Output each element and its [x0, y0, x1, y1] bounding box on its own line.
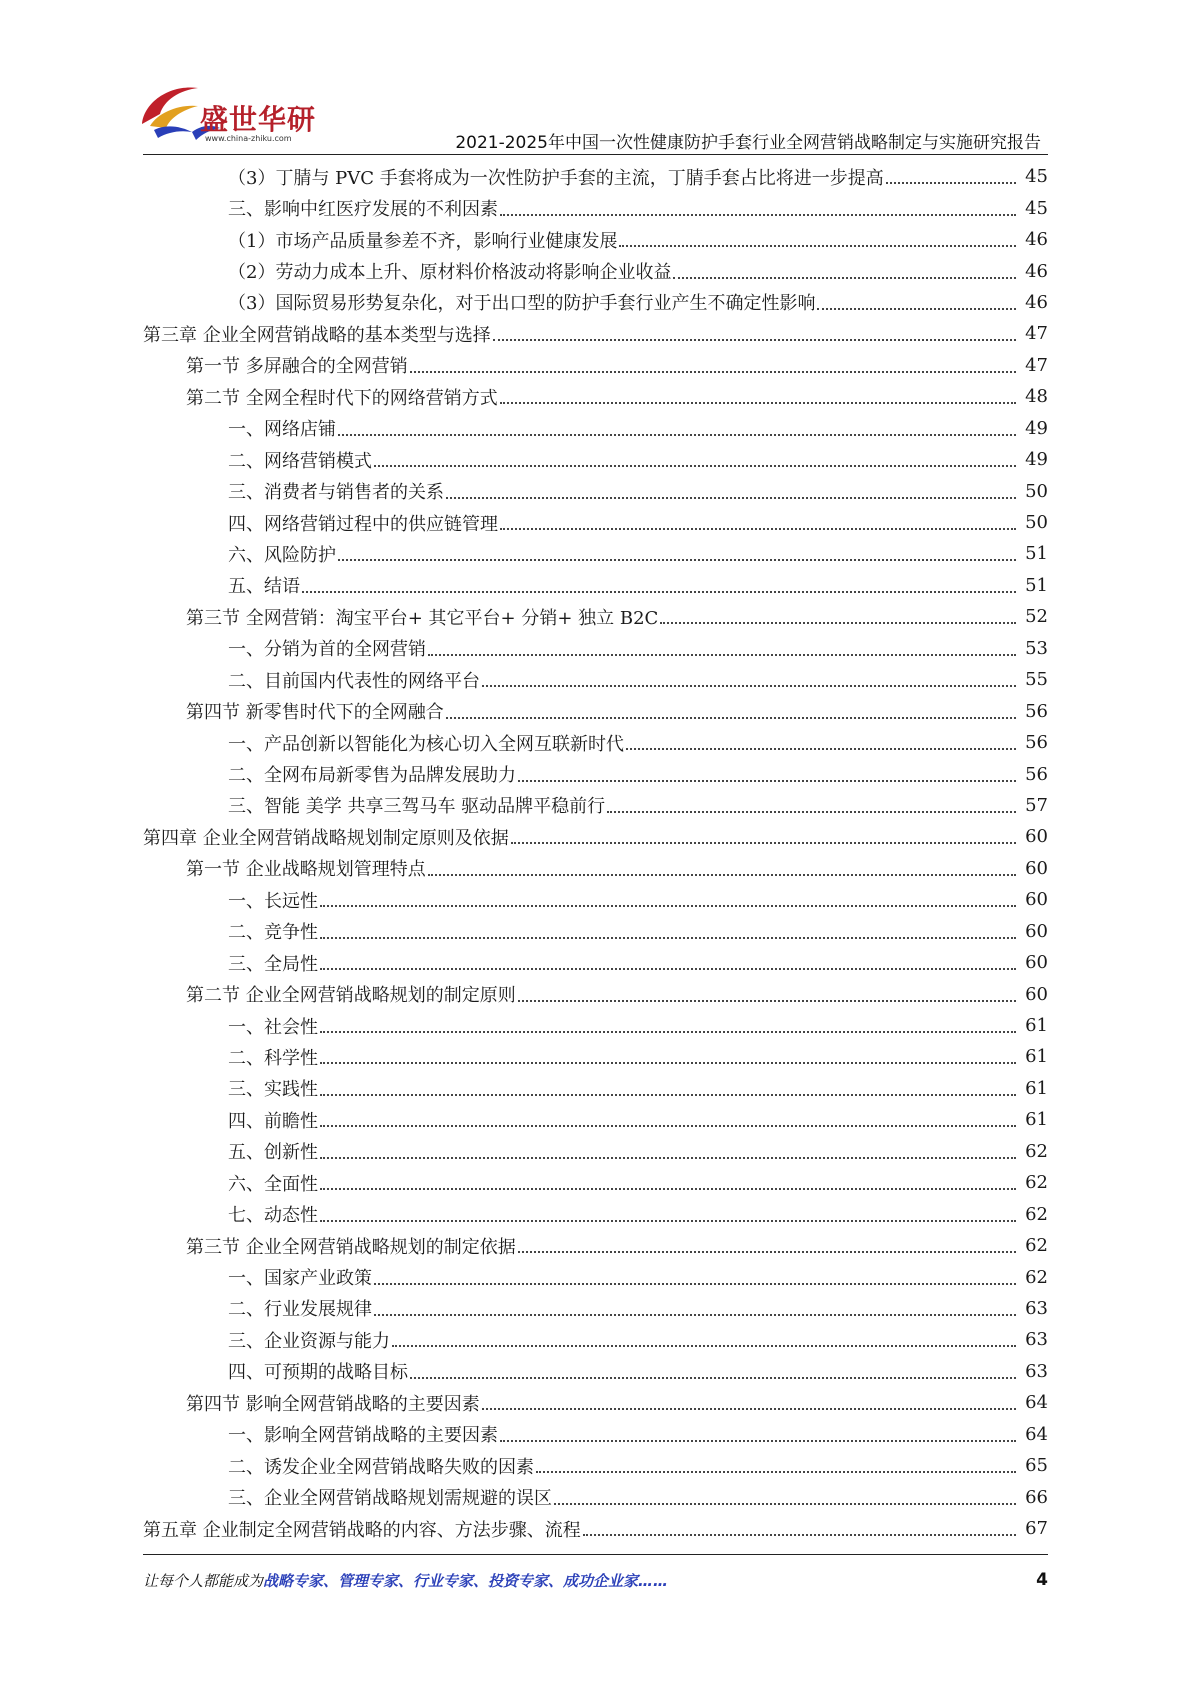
toc-entry-title: 四、网络营销过程中的供应链管理: [228, 513, 498, 535]
toc-dot-leader: [673, 276, 1016, 279]
logo-text: 盛世华研: [200, 103, 317, 136]
toc-dot-leader: [320, 1219, 1016, 1222]
toc-dot-leader: [511, 841, 1016, 844]
toc-dot-leader: [392, 1344, 1016, 1347]
toc-entry-page: 45: [1025, 166, 1048, 188]
toc-entry-title: 三、企业资源与能力: [228, 1330, 390, 1352]
toc-entry-title: 七、动态性: [228, 1205, 318, 1227]
toc-entry[interactable]: [0, 727, 1191, 758]
toc-dot-leader: [320, 1061, 1016, 1064]
toc-entry[interactable]: [0, 947, 1191, 978]
toc-dot-leader: [320, 1187, 1016, 1190]
toc-dot-leader: [410, 1376, 1016, 1379]
toc-entry-page: 62: [1025, 1172, 1048, 1194]
toc-entry-page: 62: [1025, 1140, 1048, 1162]
toc-entry[interactable]: [0, 1104, 1191, 1135]
page-number: 4: [1036, 1570, 1048, 1590]
toc-entry-page: 46: [1025, 229, 1048, 251]
toc-dot-leader: [428, 653, 1016, 656]
toc-entry[interactable]: [0, 853, 1191, 884]
toc-entry-title: 二、诱发企业全网营销战略失败的因素: [228, 1456, 534, 1478]
toc-dot-leader: [886, 181, 1016, 184]
toc-dot-leader: [428, 873, 1016, 876]
toc-entry-page: 46: [1025, 260, 1048, 282]
toc-entry[interactable]: [0, 255, 1191, 286]
toc-entry[interactable]: [0, 350, 1191, 381]
toc-entry-page: 65: [1025, 1455, 1048, 1477]
toc-entry[interactable]: [0, 318, 1191, 349]
toc-dot-leader: [320, 904, 1016, 907]
toc-entry-page: 60: [1025, 857, 1048, 879]
toc-entry-title: 六、风险防护: [228, 544, 336, 566]
toc-dot-leader: [482, 684, 1016, 687]
toc-entry[interactable]: [0, 695, 1191, 726]
toc-dot-leader: [660, 621, 1016, 624]
toc-entry[interactable]: [0, 1041, 1191, 1072]
toc-dot-leader: [482, 1407, 1016, 1410]
toc-entry[interactable]: [0, 1261, 1191, 1292]
toc-entry-title: 第三节 全网营销：淘宝平台+ 其它平台+ 分销+ 独立 B2C: [186, 607, 659, 629]
toc-entry-page: 49: [1025, 449, 1048, 471]
toc-entry[interactable]: [0, 633, 1191, 664]
toc-entry-title: （1）市场产品质量参差不齐，影响行业健康发展: [228, 230, 618, 252]
toc-entry-title: 第一节 多屏融合的全网营销: [186, 356, 408, 378]
toc-entry[interactable]: [0, 1356, 1191, 1387]
toc-dot-leader: [320, 1124, 1016, 1127]
toc-entry[interactable]: [0, 664, 1191, 695]
toc-entry-title: 第五章 企业制定全网营销战略的内容、方法步骤、流程: [143, 1519, 581, 1541]
toc-entry-page: 60: [1025, 889, 1048, 911]
toc-entry-page: 51: [1025, 574, 1048, 596]
toc-dot-leader: [374, 1313, 1016, 1316]
toc-dot-leader: [817, 307, 1016, 310]
toc-entry-page: 56: [1025, 763, 1048, 785]
toc-dot-leader: [338, 433, 1016, 436]
toc-entry[interactable]: [0, 758, 1191, 789]
toc-dot-leader: [583, 1533, 1016, 1536]
toc-entry[interactable]: [0, 821, 1191, 852]
toc-entry-title: 二、竞争性: [228, 922, 318, 944]
toc-dot-leader: [320, 936, 1016, 939]
toc-entry[interactable]: [0, 538, 1191, 569]
toc-dot-leader: [320, 1030, 1016, 1033]
toc-entry-page: 62: [1025, 1266, 1048, 1288]
toc-entry-title: 三、全局性: [228, 953, 318, 975]
toc-dot-leader: [446, 496, 1016, 499]
toc-entry[interactable]: [0, 570, 1191, 601]
toc-entry[interactable]: [0, 192, 1191, 223]
toc-entry-page: 63: [1025, 1360, 1048, 1382]
toc-entry-title: 二、目前国内代表性的网络平台: [228, 670, 480, 692]
toc-entry-page: 57: [1025, 794, 1048, 816]
toc-entry-page: 62: [1025, 1235, 1048, 1257]
toc-entry-title: 第二节 全网全程时代下的网络营销方式: [186, 387, 498, 409]
toc-entry-page: 66: [1025, 1486, 1048, 1508]
toc-dot-leader: [320, 967, 1016, 970]
toc-entry-title: 一、长远性: [228, 890, 318, 912]
toc-entry[interactable]: [0, 287, 1191, 318]
toc-entry-page: 63: [1025, 1297, 1048, 1319]
toc-entry[interactable]: [0, 1387, 1191, 1418]
toc-entry-page: 62: [1025, 1203, 1048, 1225]
page-header: [0, 0, 1191, 155]
toc-entry[interactable]: [0, 790, 1191, 821]
toc-entry-page: 60: [1025, 826, 1048, 848]
toc-entry[interactable]: [0, 475, 1191, 506]
toc-entry[interactable]: [0, 1324, 1191, 1355]
header-divider: [143, 154, 1048, 155]
toc-entry-title: 三、企业全网营销战略规划需规避的误区: [228, 1488, 552, 1510]
toc-entry-page: 61: [1025, 1046, 1048, 1068]
toc-entry-title: 第一节 企业战略规划管理特点: [186, 859, 426, 881]
toc-entry[interactable]: [0, 224, 1191, 255]
toc-entry-page: 47: [1025, 354, 1048, 376]
toc-dot-leader: [446, 716, 1016, 719]
toc-entry-title: 第三章 企业全网营销战略的基本类型与选择: [143, 324, 491, 346]
toc-entry-page: 50: [1025, 512, 1048, 534]
toc-entry-title: 第四节 新零售时代下的全网融合: [186, 702, 444, 724]
toc-entry-page: 61: [1025, 1109, 1048, 1131]
toc-entry[interactable]: [0, 1513, 1191, 1544]
toc-entry-title: 一、网络店铺: [228, 419, 336, 441]
toc-entry[interactable]: [0, 601, 1191, 632]
toc-entry-page: 61: [1025, 1077, 1048, 1099]
toc-dot-leader: [518, 1250, 1016, 1253]
toc-entry-title: （3）丁腈与 PVC 手套将成为一次性防护手套的主流，丁腈手套占比将进一步提高: [228, 167, 884, 189]
toc-dot-leader: [500, 401, 1016, 404]
toc-dot-leader: [536, 1470, 1016, 1473]
toc-entry-title: 三、智能 美学 共享三驾马车 驱动品牌平稳前行: [228, 796, 606, 818]
toc-entry-title: 四、可预期的战略目标: [228, 1362, 408, 1384]
toc-dot-leader: [607, 810, 1016, 813]
toc-entry-page: 55: [1025, 669, 1048, 691]
toc-entry-page: 60: [1025, 952, 1048, 974]
toc-dot-leader: [626, 747, 1016, 750]
toc-dot-leader: [518, 779, 1016, 782]
toc-dot-leader: [374, 1282, 1016, 1285]
toc-entry[interactable]: [0, 1073, 1191, 1104]
toc-dot-leader: [518, 999, 1016, 1002]
toc-entry[interactable]: [0, 1010, 1191, 1041]
toc-entry-title: 五、创新性: [228, 1142, 318, 1164]
toc-entry[interactable]: [0, 161, 1191, 192]
toc-entry-title: 二、科学性: [228, 1047, 318, 1069]
footer-slogan-highlight: 战略专家、管理专家、行业专家、投资专家、成功企业家……: [263, 1572, 669, 1590]
toc-entry-page: 49: [1025, 417, 1048, 439]
toc-dot-leader: [500, 213, 1016, 216]
toc-entry-title: 三、实践性: [228, 1079, 318, 1101]
toc-entry[interactable]: [0, 444, 1191, 475]
toc-entry-title: （3）国际贸易形势复杂化，对于出口型的防护手套行业产生不确定性影响: [228, 293, 816, 315]
toc-entry-page: 63: [1025, 1329, 1048, 1351]
toc-dot-leader: [500, 1439, 1016, 1442]
toc-entry[interactable]: [0, 507, 1191, 538]
toc-dot-leader: [500, 527, 1016, 530]
toc-entry-page: 60: [1025, 983, 1048, 1005]
report-title: 2021-2025年中国一次性健康防护手套行业全网营销战略制定与实施研究报告: [455, 133, 1041, 153]
toc-entry[interactable]: [0, 1136, 1191, 1167]
toc-dot-leader: [619, 244, 1016, 247]
toc-entry-page: 46: [1025, 291, 1048, 313]
toc-entry-page: 60: [1025, 920, 1048, 942]
toc-entry-page: 48: [1025, 386, 1048, 408]
toc-entry[interactable]: [0, 1481, 1191, 1512]
toc-entry-page: 45: [1025, 197, 1048, 219]
toc-entry-page: 56: [1025, 700, 1048, 722]
toc-entry[interactable]: [0, 1198, 1191, 1229]
toc-entry[interactable]: [0, 1230, 1191, 1261]
toc-entry-title: 六、全面性: [228, 1173, 318, 1195]
toc-entry-title: 五、结语: [228, 576, 300, 598]
toc-entry-title: 第四章 企业全网营销战略规划制定原则及依据: [143, 827, 509, 849]
toc-entry-title: 一、影响全网营销战略的主要因素: [228, 1425, 498, 1447]
toc-entry[interactable]: [0, 413, 1191, 444]
toc-entry-title: 一、国家产业政策: [228, 1268, 372, 1290]
toc-entry-page: 67: [1025, 1518, 1048, 1540]
page-footer: [143, 1570, 1048, 1596]
table-of-contents: [0, 161, 1191, 1544]
toc-entry-page: 61: [1025, 1015, 1048, 1037]
toc-entry-title: 二、全网布局新零售为品牌发展助力: [228, 765, 516, 787]
toc-entry-title: 四、前瞻性: [228, 1110, 318, 1132]
toc-entry-page: 51: [1025, 543, 1048, 565]
toc-entry-page: 47: [1025, 323, 1048, 345]
toc-entry[interactable]: [0, 884, 1191, 915]
toc-entry-page: 56: [1025, 732, 1048, 754]
toc-dot-leader: [320, 1156, 1016, 1159]
toc-entry-title: 三、消费者与销售者的关系: [228, 482, 444, 504]
toc-entry-title: 三、影响中红医疗发展的不利因素: [228, 199, 498, 221]
toc-entry-page: 64: [1025, 1392, 1048, 1414]
toc-dot-leader: [493, 338, 1016, 341]
toc-entry[interactable]: [0, 978, 1191, 1009]
toc-entry-title: 一、产品创新以智能化为核心切入全网互联新时代: [228, 733, 624, 755]
toc-entry-title: 第四节 影响全网营销战略的主要因素: [186, 1393, 480, 1415]
footer-slogan-prefix: 让每个人都能成为: [143, 1572, 264, 1590]
toc-entry-title: 第三节 企业全网营销战略规划的制定依据: [186, 1236, 516, 1258]
toc-entry-page: 53: [1025, 637, 1048, 659]
toc-dot-leader: [320, 1093, 1016, 1096]
toc-dot-leader: [302, 590, 1016, 593]
toc-entry-page: 50: [1025, 480, 1048, 502]
toc-entry-title: 一、社会性: [228, 1016, 318, 1038]
toc-entry-title: 二、行业发展规律: [228, 1299, 372, 1321]
toc-entry-title: 第二节 企业全网营销战略规划的制定原则: [186, 985, 516, 1007]
toc-entry-title: 一、分销为首的全网营销: [228, 639, 426, 661]
toc-entry-page: 52: [1025, 606, 1048, 628]
toc-dot-leader: [410, 370, 1016, 373]
toc-entry-title: （2）劳动力成本上升、原材料价格波动将影响企业收益: [228, 262, 672, 284]
toc-dot-leader: [554, 1502, 1016, 1505]
toc-entry[interactable]: [0, 916, 1191, 947]
logo-url: www.china-zhiku.com: [205, 134, 292, 143]
toc-entry[interactable]: [0, 1450, 1191, 1481]
toc-dot-leader: [374, 464, 1016, 467]
footer-divider: [143, 1554, 1048, 1555]
toc-entry[interactable]: [0, 381, 1191, 412]
toc-entry[interactable]: [0, 1167, 1191, 1198]
toc-entry-title: 二、网络营销模式: [228, 450, 372, 472]
toc-entry[interactable]: [0, 1293, 1191, 1324]
toc-dot-leader: [338, 558, 1016, 561]
toc-entry[interactable]: [0, 1419, 1191, 1450]
toc-entry-page: 64: [1025, 1423, 1048, 1445]
